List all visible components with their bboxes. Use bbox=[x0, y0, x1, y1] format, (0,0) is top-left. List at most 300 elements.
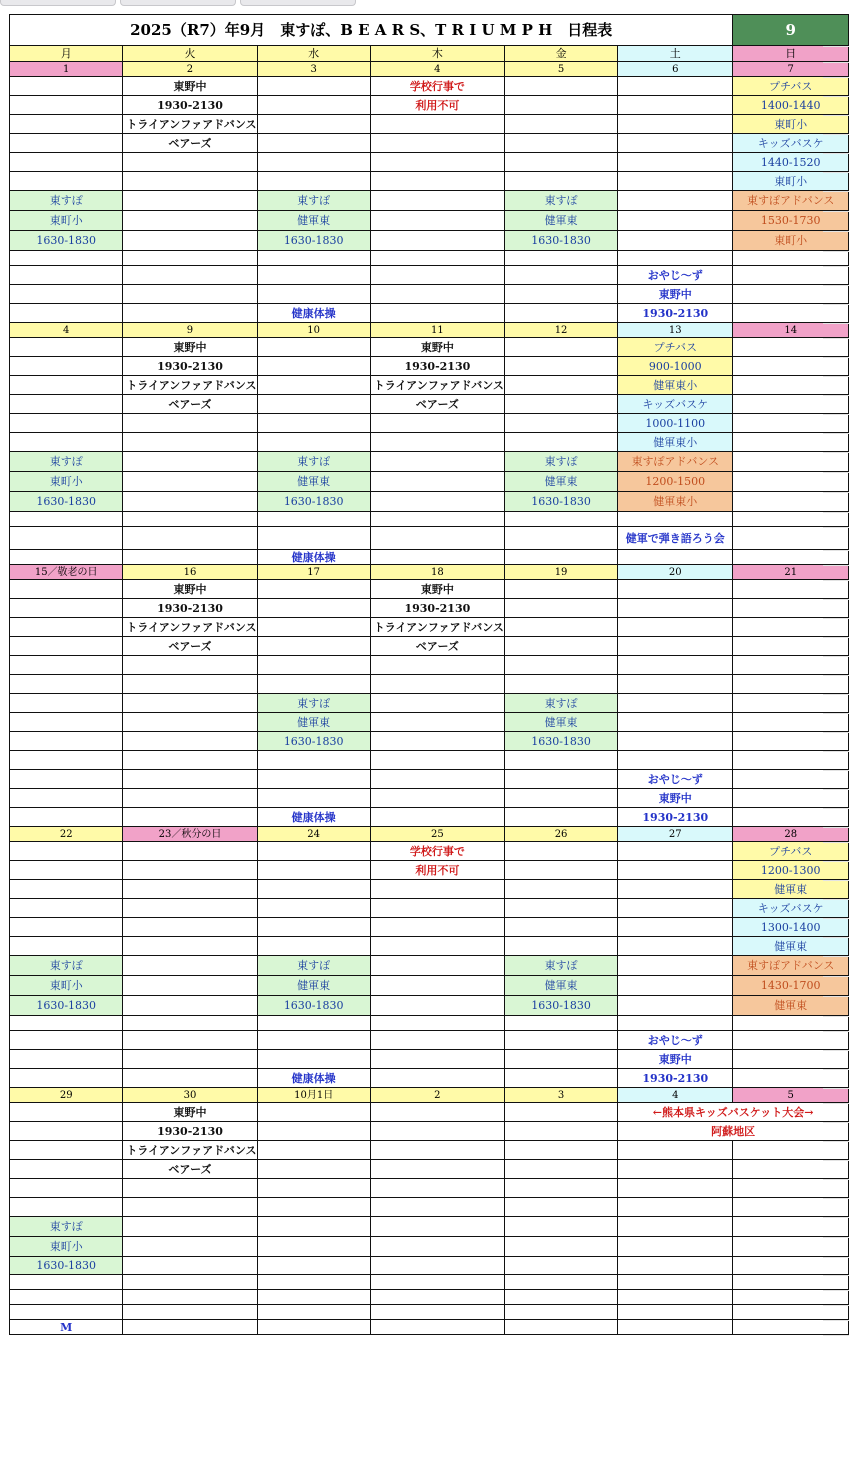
schedule-cell bbox=[733, 694, 849, 713]
schedule-cell bbox=[733, 1275, 849, 1290]
schedule-cell: 東野中 bbox=[370, 580, 504, 599]
schedule-cell bbox=[504, 899, 617, 918]
schedule-cell bbox=[504, 1320, 617, 1335]
schedule-cell bbox=[10, 512, 123, 527]
schedule-cell bbox=[370, 899, 504, 918]
schedule-cell bbox=[504, 77, 617, 96]
schedule-cell: 東野中 bbox=[618, 285, 733, 304]
schedule-cell bbox=[370, 304, 504, 323]
date-cell: 29 bbox=[10, 1088, 123, 1103]
schedule-cell bbox=[370, 1050, 504, 1069]
schedule-cell bbox=[370, 1031, 504, 1050]
schedule-cell: 東野中 bbox=[123, 1103, 257, 1122]
schedule-cell bbox=[123, 1198, 257, 1217]
schedule-cell bbox=[123, 191, 257, 211]
gridline bbox=[823, 115, 849, 116]
gridline bbox=[823, 77, 849, 78]
schedule-cell bbox=[733, 1160, 849, 1179]
schedule-cell bbox=[123, 770, 257, 789]
date-cell: 3 bbox=[504, 1088, 617, 1103]
schedule-cell bbox=[618, 580, 733, 599]
schedule-cell bbox=[10, 550, 123, 565]
weekday-header: 火 bbox=[123, 46, 257, 62]
gridline bbox=[823, 618, 849, 619]
schedule-cell bbox=[504, 599, 617, 618]
schedule-row bbox=[10, 153, 849, 172]
schedule-cell bbox=[257, 1103, 370, 1122]
schedule-cell: キッズバスケ bbox=[618, 395, 733, 414]
schedule-row bbox=[10, 880, 849, 899]
schedule-cell: 健軍東 bbox=[733, 880, 849, 899]
schedule-cell bbox=[10, 1122, 123, 1141]
schedule-cell bbox=[123, 789, 257, 808]
schedule-cell bbox=[370, 1257, 504, 1275]
schedule-row bbox=[10, 1198, 849, 1217]
schedule-cell bbox=[618, 1290, 733, 1305]
schedule-cell: 東すぽ bbox=[504, 694, 617, 713]
gridline bbox=[823, 1305, 849, 1306]
schedule-cell: 1630-1830 bbox=[257, 231, 370, 251]
schedule-cell bbox=[257, 338, 370, 357]
schedule-cell bbox=[733, 338, 849, 357]
date-cell: 25 bbox=[370, 827, 504, 842]
schedule-cell bbox=[618, 1320, 733, 1335]
schedule-cell bbox=[10, 527, 123, 550]
schedule-row bbox=[10, 1050, 849, 1069]
schedule-cell: 学校行事で bbox=[370, 77, 504, 96]
schedule-row bbox=[10, 842, 849, 861]
schedule-cell bbox=[504, 937, 617, 956]
schedule-cell bbox=[504, 789, 617, 808]
schedule-cell bbox=[618, 996, 733, 1016]
gridline bbox=[823, 827, 849, 828]
schedule-cell: 1930-2130 bbox=[618, 808, 733, 827]
date-cell: 22 bbox=[10, 827, 123, 842]
schedule-row bbox=[10, 1103, 849, 1122]
schedule-cell bbox=[504, 338, 617, 357]
schedule-cell bbox=[618, 1160, 733, 1179]
gridline bbox=[823, 599, 849, 600]
schedule-cell bbox=[123, 414, 257, 433]
schedule-cell bbox=[504, 1198, 617, 1217]
schedule-cell bbox=[123, 808, 257, 827]
schedule-cell bbox=[257, 1257, 370, 1275]
schedule-cell bbox=[123, 153, 257, 172]
schedule-row bbox=[10, 713, 849, 732]
date-cell: 1 bbox=[10, 62, 123, 77]
schedule-cell bbox=[504, 395, 617, 414]
gridline bbox=[823, 656, 849, 657]
schedule-cell bbox=[123, 1016, 257, 1031]
schedule-cell bbox=[504, 134, 617, 153]
weekday-header: 月 bbox=[10, 46, 123, 62]
schedule-row bbox=[10, 1320, 849, 1335]
schedule-cell bbox=[618, 1141, 733, 1160]
schedule-cell bbox=[123, 452, 257, 472]
schedule-cell bbox=[123, 899, 257, 918]
schedule-cell bbox=[733, 414, 849, 433]
schedule-cell bbox=[504, 1141, 617, 1160]
schedule-cell: 1630-1830 bbox=[10, 492, 123, 512]
schedule-cell bbox=[123, 1050, 257, 1069]
schedule-row bbox=[10, 304, 849, 323]
schedule-row bbox=[10, 1179, 849, 1198]
weekday-header: 金 bbox=[504, 46, 617, 62]
schedule-cell: 健康体操 bbox=[257, 1069, 370, 1088]
schedule-cell: 東すぽアドバンス bbox=[618, 452, 733, 472]
schedule-cell bbox=[370, 1290, 504, 1305]
schedule-cell bbox=[733, 789, 849, 808]
schedule-cell: 健軍東 bbox=[257, 713, 370, 732]
schedule-row bbox=[10, 694, 849, 713]
schedule-cell bbox=[504, 527, 617, 550]
schedule-cell bbox=[123, 996, 257, 1016]
schedule-cell bbox=[257, 1031, 370, 1050]
schedule-row bbox=[10, 637, 849, 656]
schedule-cell bbox=[504, 637, 617, 656]
sheet-tab[interactable] bbox=[0, 0, 116, 6]
schedule-row bbox=[10, 512, 849, 527]
schedule-cell bbox=[618, 713, 733, 732]
schedule-row bbox=[10, 211, 849, 231]
schedule-cell: 学校行事で bbox=[370, 842, 504, 861]
schedule-cell bbox=[618, 96, 733, 115]
schedule-cell bbox=[123, 1069, 257, 1088]
schedule-cell bbox=[370, 1275, 504, 1290]
schedule-cell bbox=[370, 918, 504, 937]
schedule-row bbox=[10, 134, 849, 153]
schedule-cell bbox=[123, 304, 257, 323]
schedule-cell bbox=[370, 789, 504, 808]
schedule-cell bbox=[123, 1217, 257, 1237]
schedule-cell bbox=[257, 899, 370, 918]
gridline bbox=[823, 172, 849, 173]
schedule-cell: プチバス bbox=[733, 842, 849, 861]
schedule-cell bbox=[257, 512, 370, 527]
schedule-cell bbox=[123, 656, 257, 675]
schedule-cell bbox=[123, 527, 257, 550]
schedule-cell bbox=[618, 732, 733, 751]
gridline bbox=[823, 1141, 849, 1142]
schedule-cell: トライアンファアドバンス bbox=[123, 115, 257, 134]
schedule-cell bbox=[618, 512, 733, 527]
schedule-cell: トライアンファアドバンス bbox=[123, 618, 257, 637]
gridline bbox=[823, 1160, 849, 1161]
weekday-header: 日 bbox=[733, 46, 849, 62]
date-row bbox=[10, 827, 849, 842]
schedule-cell bbox=[618, 976, 733, 996]
schedule-cell: 東町小 bbox=[733, 231, 849, 251]
schedule-cell bbox=[733, 395, 849, 414]
schedule-cell: 健軍東 bbox=[504, 976, 617, 996]
date-row bbox=[10, 323, 849, 338]
date-cell: 4 bbox=[370, 62, 504, 77]
schedule-cell: 健軍東 bbox=[733, 996, 849, 1016]
schedule-cell bbox=[504, 1290, 617, 1305]
schedule-cell bbox=[10, 304, 123, 323]
schedule-cell bbox=[733, 285, 849, 304]
schedule-cell: 東野中 bbox=[123, 580, 257, 599]
schedule-row bbox=[10, 1275, 849, 1290]
schedule-cell bbox=[504, 1069, 617, 1088]
schedule-cell bbox=[10, 172, 123, 191]
schedule-cell bbox=[10, 338, 123, 357]
weekday-header: 木 bbox=[370, 46, 504, 62]
schedule-cell bbox=[10, 251, 123, 266]
schedule-cell bbox=[257, 1050, 370, 1069]
date-cell: 19 bbox=[504, 565, 617, 580]
schedule-row bbox=[10, 1237, 849, 1257]
date-cell: 16 bbox=[123, 565, 257, 580]
schedule-cell bbox=[733, 751, 849, 770]
schedule-cell: M bbox=[10, 1320, 123, 1335]
date-cell: 12 bbox=[504, 323, 617, 338]
schedule-cell bbox=[123, 956, 257, 976]
schedule-cell bbox=[618, 694, 733, 713]
schedule-cell bbox=[10, 134, 123, 153]
schedule-cell: 健軍東 bbox=[504, 472, 617, 492]
schedule-cell bbox=[504, 153, 617, 172]
schedule-cell bbox=[618, 191, 733, 211]
schedule-cell bbox=[618, 172, 733, 191]
schedule-cell bbox=[504, 675, 617, 694]
schedule-cell bbox=[618, 637, 733, 656]
schedule-cell bbox=[257, 675, 370, 694]
schedule-cell bbox=[504, 285, 617, 304]
sheet-tab[interactable] bbox=[120, 0, 236, 6]
gridline bbox=[823, 1257, 849, 1258]
date-cell: 20 bbox=[618, 565, 733, 580]
gridline bbox=[823, 285, 849, 286]
schedule-cell: ベアーズ bbox=[370, 395, 504, 414]
sheet-tab[interactable] bbox=[240, 0, 356, 6]
schedule-row bbox=[10, 861, 849, 880]
schedule-cell bbox=[618, 1198, 733, 1217]
gridline bbox=[823, 191, 849, 192]
schedule-cell bbox=[504, 770, 617, 789]
weekday-header: 土 bbox=[618, 46, 733, 62]
gridline bbox=[823, 338, 849, 339]
schedule-cell: 1930-2130 bbox=[370, 357, 504, 376]
gridline bbox=[823, 1031, 849, 1032]
schedule-cell bbox=[257, 153, 370, 172]
schedule-cell: プチバス bbox=[618, 338, 733, 357]
schedule-cell bbox=[504, 1179, 617, 1198]
schedule-cell: 東すぽ bbox=[504, 956, 617, 976]
schedule-cell bbox=[257, 1198, 370, 1217]
page-title: 2025（R7）年9月 東すぽ、B E A R S、T R I U M P H 日程表 bbox=[10, 15, 733, 46]
schedule-cell: ベアーズ bbox=[123, 637, 257, 656]
schedule-cell bbox=[733, 1305, 849, 1320]
date-cell: 30 bbox=[123, 1088, 257, 1103]
schedule-cell bbox=[370, 527, 504, 550]
gridline bbox=[823, 580, 849, 581]
schedule-cell bbox=[10, 1198, 123, 1217]
schedule-cell bbox=[257, 266, 370, 285]
schedule-row bbox=[10, 433, 849, 452]
date-cell: 3 bbox=[257, 62, 370, 77]
schedule-cell bbox=[370, 115, 504, 134]
schedule-cell bbox=[733, 357, 849, 376]
schedule-cell bbox=[618, 880, 733, 899]
schedule-row bbox=[10, 1122, 849, 1141]
weekday-header-row bbox=[10, 46, 849, 62]
schedule-cell: 東野中 bbox=[123, 77, 257, 96]
schedule-cell bbox=[504, 251, 617, 266]
schedule-cell: 1200-1500 bbox=[618, 472, 733, 492]
date-cell: 4 bbox=[10, 323, 123, 338]
schedule-cell bbox=[618, 656, 733, 675]
date-cell: 2 bbox=[123, 62, 257, 77]
schedule-cell bbox=[123, 512, 257, 527]
schedule-cell bbox=[123, 1237, 257, 1257]
schedule-cell bbox=[257, 357, 370, 376]
schedule-cell bbox=[257, 1237, 370, 1257]
schedule-cell bbox=[504, 96, 617, 115]
schedule-cell bbox=[370, 808, 504, 827]
schedule-cell bbox=[257, 115, 370, 134]
schedule-cell bbox=[504, 115, 617, 134]
gridline bbox=[823, 1320, 849, 1321]
gridline bbox=[823, 472, 849, 473]
gridline bbox=[823, 1275, 849, 1276]
schedule-cell bbox=[733, 1050, 849, 1069]
schedule-cell bbox=[733, 1290, 849, 1305]
gridline bbox=[823, 996, 849, 997]
schedule-cell: 1630-1830 bbox=[10, 231, 123, 251]
schedule-cell: 東野中 bbox=[370, 338, 504, 357]
schedule-cell bbox=[733, 1069, 849, 1088]
schedule-cell bbox=[504, 1237, 617, 1257]
schedule-cell bbox=[370, 191, 504, 211]
schedule-cell bbox=[257, 1290, 370, 1305]
schedule-cell bbox=[504, 1031, 617, 1050]
schedule-row bbox=[10, 231, 849, 251]
schedule-cell bbox=[10, 266, 123, 285]
schedule-row bbox=[10, 77, 849, 96]
schedule-cell bbox=[504, 1160, 617, 1179]
schedule-row bbox=[10, 996, 849, 1016]
gridline bbox=[823, 395, 849, 396]
schedule-cell bbox=[370, 1198, 504, 1217]
schedule-cell: 東町小 bbox=[733, 172, 849, 191]
schedule-cell: 1930-2130 bbox=[123, 599, 257, 618]
gridline bbox=[823, 414, 849, 415]
schedule-row bbox=[10, 266, 849, 285]
schedule-cell: ベアーズ bbox=[123, 1160, 257, 1179]
schedule-cell bbox=[504, 304, 617, 323]
schedule-cell bbox=[10, 751, 123, 770]
schedule-cell bbox=[618, 1237, 733, 1257]
gridline bbox=[823, 357, 849, 358]
schedule-cell bbox=[123, 937, 257, 956]
schedule-cell: 東すぽアドバンス bbox=[733, 956, 849, 976]
schedule-cell: 東野中 bbox=[123, 338, 257, 357]
schedule-cell bbox=[504, 656, 617, 675]
schedule-cell bbox=[257, 1320, 370, 1335]
schedule-cell bbox=[10, 1141, 123, 1160]
gridline bbox=[823, 62, 849, 63]
schedule-cell bbox=[123, 976, 257, 996]
schedule-cell bbox=[618, 1179, 733, 1198]
schedule-cell: 1930-2130 bbox=[618, 304, 733, 323]
schedule-cell: 東町小 bbox=[10, 1237, 123, 1257]
schedule-cell bbox=[504, 1275, 617, 1290]
schedule-cell bbox=[618, 115, 733, 134]
schedule-row bbox=[10, 1141, 849, 1160]
date-cell: 10 bbox=[257, 323, 370, 338]
schedule-cell bbox=[123, 918, 257, 937]
schedule-cell bbox=[370, 266, 504, 285]
schedule-cell: 1430-1700 bbox=[733, 976, 849, 996]
schedule-cell bbox=[370, 956, 504, 976]
schedule-cell bbox=[618, 937, 733, 956]
schedule-cell: 東すぽ bbox=[257, 452, 370, 472]
schedule-cell bbox=[618, 251, 733, 266]
schedule-cell bbox=[257, 395, 370, 414]
gridline bbox=[823, 433, 849, 434]
schedule-cell: トライアンファアドバンス bbox=[370, 376, 504, 395]
schedule-cell bbox=[618, 211, 733, 231]
schedule-cell bbox=[123, 732, 257, 751]
schedule-cell bbox=[123, 842, 257, 861]
schedule-cell bbox=[618, 751, 733, 770]
gridline bbox=[823, 694, 849, 695]
schedule-cell bbox=[618, 1305, 733, 1320]
schedule-cell bbox=[618, 918, 733, 937]
schedule-cell bbox=[257, 172, 370, 191]
schedule-cell bbox=[123, 751, 257, 770]
schedule-cell: ベアーズ bbox=[123, 395, 257, 414]
schedule-cell: 1930-2130 bbox=[618, 1069, 733, 1088]
gridline bbox=[823, 1237, 849, 1238]
schedule-cell: 東すぽ bbox=[504, 191, 617, 211]
schedule-row bbox=[10, 732, 849, 751]
date-row bbox=[10, 565, 849, 580]
schedule-cell bbox=[618, 599, 733, 618]
schedule-cell bbox=[618, 861, 733, 880]
schedule-cell bbox=[733, 512, 849, 527]
schedule-row bbox=[10, 191, 849, 211]
gridline bbox=[823, 452, 849, 453]
schedule-cell bbox=[10, 357, 123, 376]
schedule-cell bbox=[257, 77, 370, 96]
schedule-cell: 東すぽアドバンス bbox=[733, 191, 849, 211]
schedule-cell bbox=[123, 1179, 257, 1198]
schedule-cell bbox=[257, 251, 370, 266]
schedule-cell: 1930-2130 bbox=[123, 96, 257, 115]
schedule-cell bbox=[123, 1305, 257, 1320]
schedule-cell bbox=[504, 918, 617, 937]
schedule-cell: 1930-2130 bbox=[123, 357, 257, 376]
gridline bbox=[823, 637, 849, 638]
schedule-cell: 1630-1830 bbox=[504, 732, 617, 751]
schedule-cell bbox=[257, 1016, 370, 1031]
schedule-cell bbox=[504, 1103, 617, 1122]
gridline bbox=[823, 1335, 849, 1336]
gridline bbox=[823, 1198, 849, 1199]
schedule-cell: 1930-2130 bbox=[123, 1122, 257, 1141]
schedule-cell bbox=[370, 1237, 504, 1257]
schedule-cell bbox=[370, 1016, 504, 1031]
gridline bbox=[823, 304, 849, 305]
schedule-cell: 健軍東 bbox=[504, 211, 617, 231]
schedule-cell bbox=[370, 656, 504, 675]
schedule-row bbox=[10, 1217, 849, 1237]
schedule-cell: 1440-1520 bbox=[733, 153, 849, 172]
schedule-row bbox=[10, 618, 849, 637]
schedule-row bbox=[10, 1160, 849, 1179]
